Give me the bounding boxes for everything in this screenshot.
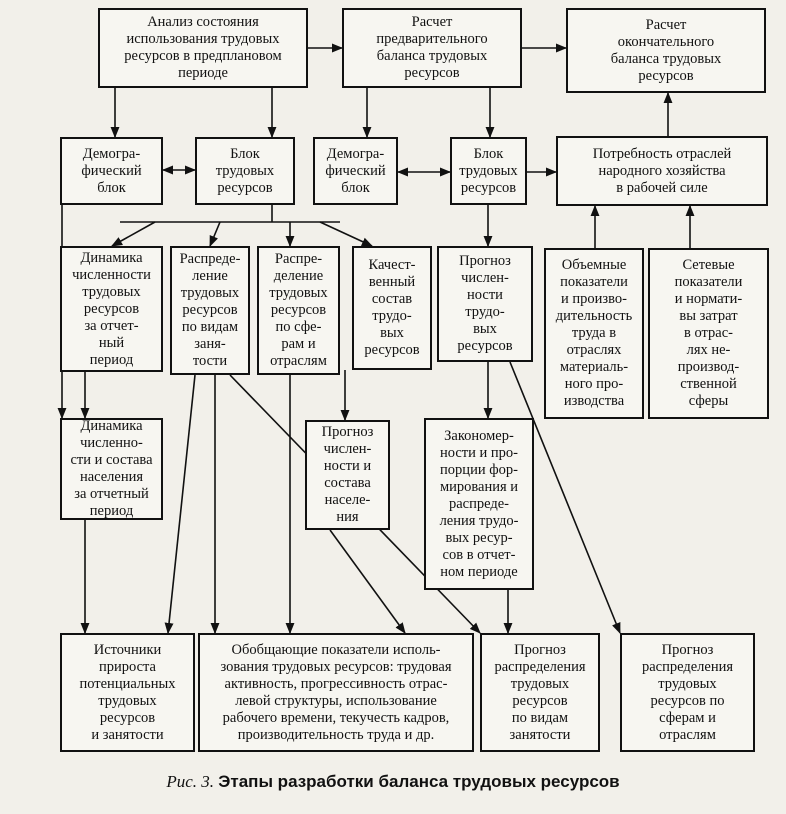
box-final-balance: Расчет окончательного баланса трудовых ресурсов bbox=[566, 8, 766, 93]
arrow-forecast-pop-to-summary bbox=[330, 530, 405, 633]
box-forecast-labor: Прогноз числен- ности трудо- вых ресурсов bbox=[437, 246, 533, 362]
arrow-to-distr-employment bbox=[210, 222, 220, 246]
box-labor-block-2: Блок трудовых ресурсов bbox=[450, 137, 527, 205]
figure-title: Этапы разработки баланса трудовых ресурсов bbox=[218, 772, 620, 791]
box-dyn-population: Динамика численно- сти и состава населения за отчетный период bbox=[60, 418, 163, 520]
arrow-distr-to-sources bbox=[168, 375, 195, 633]
box-analysis: Анализ состояния использования трудовых ресурсов в предплановом периоде bbox=[98, 8, 308, 88]
box-prelim-balance: Расчет предварительного баланса трудовых ресурсов bbox=[342, 8, 522, 88]
box-summary: Обобщающие показатели исполь- зования трудовых ресурсов: трудовая активность, прогрессивность отрас- левой структуры, использование рабочего времени, текучесть кадров, производительность труда и др. bbox=[198, 633, 474, 752]
box-regularities: Закономер- ности и про- порции фор- мирования и распреде- ления трудо- вых ресур- сов в отчет- ном периоде bbox=[424, 418, 534, 590]
box-forecast-distr-spheres: Прогноз распределения трудовых ресурсов по сферам и отраслям bbox=[620, 633, 755, 752]
box-dyn-labor: Динамика численности трудовых ресурсов за отчет- ный период bbox=[60, 246, 163, 372]
box-network-indicators: Сетевые показатели и нормати- вы затрат в отрас- лях не- производ- ственной сферы bbox=[648, 248, 769, 419]
box-distr-employment: Распреде- ление трудовых ресурсов по видам заня- тости bbox=[170, 246, 250, 375]
box-needs: Потребность отраслей народного хозяйства в рабочей силе bbox=[556, 136, 768, 206]
box-demo-block-1: Демогра- фический блок bbox=[60, 137, 163, 205]
figure-caption bbox=[0, 772, 786, 792]
box-forecast-distr-employment: Прогноз распределения трудовых ресурсов по видам занятости bbox=[480, 633, 600, 752]
box-forecast-population: Прогноз числен- ности и состава населе- ния bbox=[305, 420, 390, 530]
arrow-to-quality bbox=[320, 222, 372, 246]
arrow-to-dyn-labor bbox=[112, 222, 155, 246]
box-quality: Качест- венный состав трудо- вых ресурсов bbox=[352, 246, 432, 370]
box-volume-indicators: Объемные показатели и произво- дительность труда в отраслях материаль- ного про- изводства bbox=[544, 248, 644, 419]
box-sources: Источники прироста потенциальных трудовых ресурсов и занятости bbox=[60, 633, 195, 752]
box-labor-block-1: Блок трудовых ресурсов bbox=[195, 137, 295, 205]
figure-number: Рис. 3. bbox=[166, 772, 215, 791]
box-demo-block-2: Демогра- фический блок bbox=[313, 137, 398, 205]
box-distr-spheres: Распре- деление трудовых ресурсов по сфе- рам и отраслям bbox=[257, 246, 340, 375]
